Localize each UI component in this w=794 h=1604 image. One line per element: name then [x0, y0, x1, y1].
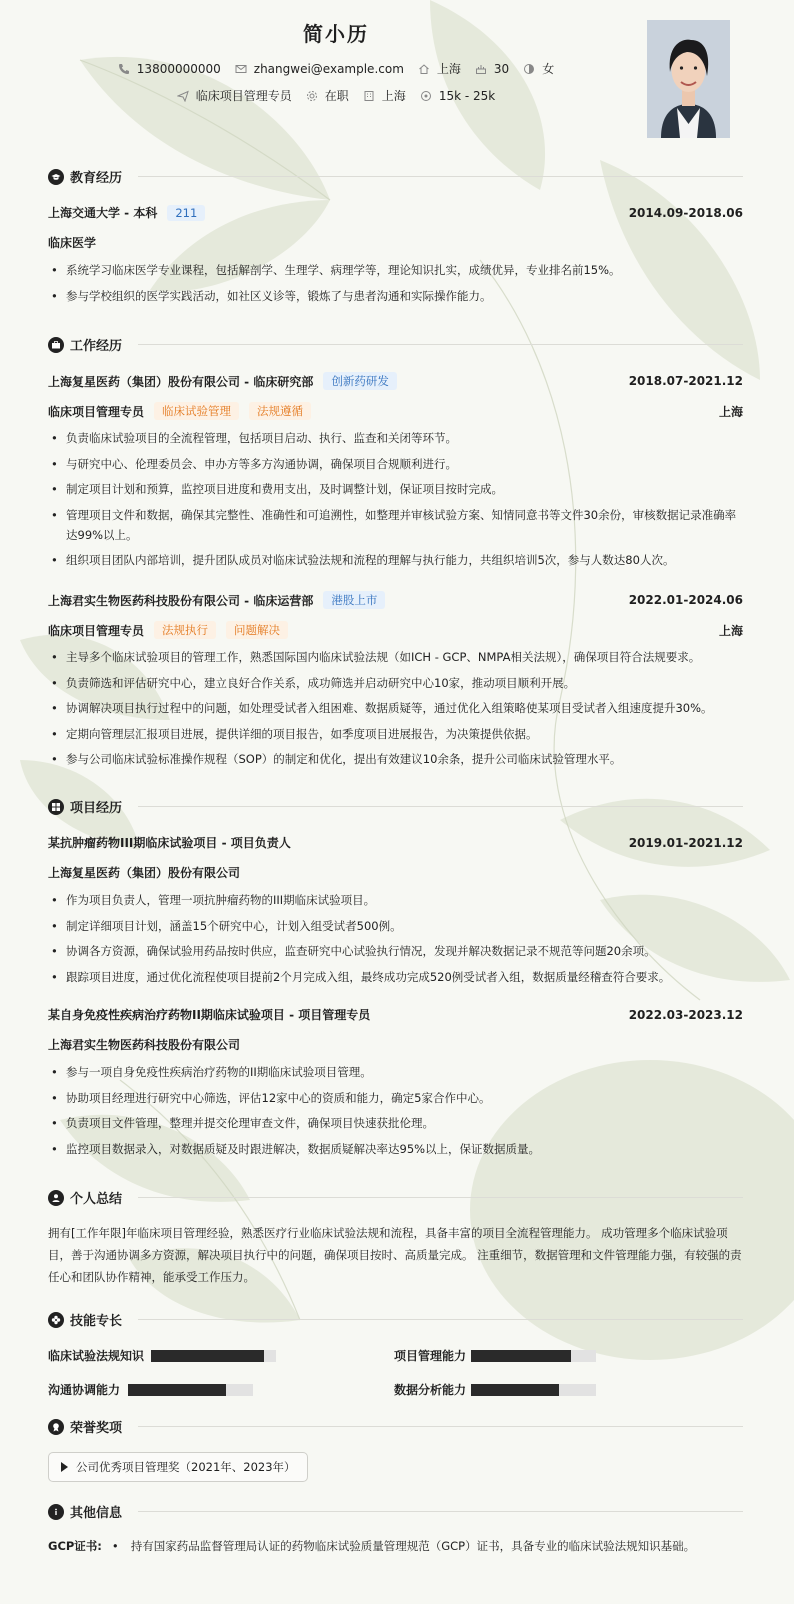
graduation-cap-icon — [48, 169, 64, 185]
project-name: 某抗肿瘤药物III期临床试验项目 - 项目负责人 — [48, 836, 291, 850]
education-bullets — [48, 260, 743, 311]
job-intent-row — [0, 87, 672, 104]
job-title-item — [177, 87, 292, 104]
position-title: 临床项目管理专员 — [48, 404, 145, 419]
city-item — [418, 60, 461, 77]
list-item: • 参与公司临床试验标准操作规程（SOP）的制定和优化，提出有效建议10余条，提升公司临床试验管理水平。 — [48, 749, 743, 769]
cake-icon — [475, 63, 487, 75]
work-entry-2-bullets — [48, 647, 743, 775]
age-text: 30 — [493, 61, 510, 76]
salary-text: 15k - 25k — [438, 88, 496, 103]
company-name: 上海复星医药（集团）股份有限公司 - 临床研究部 — [48, 374, 314, 389]
salary-item — [420, 89, 495, 103]
list-item: • 参与一项自身免疫性疾病治疗药物的II期临床试验项目管理。 — [48, 1062, 743, 1082]
summary-section-header — [48, 1188, 743, 1207]
job-title-text: 临床项目管理专员 — [195, 89, 292, 103]
project-1-bullets — [48, 890, 743, 992]
other-section-header — [48, 1502, 743, 1521]
skill-bar-fill — [471, 1350, 571, 1362]
other-info-label: GCP证书: — [48, 1539, 102, 1553]
skill-tag: 临床试验管理 — [154, 402, 239, 420]
list-item: • 系统学习临床医学专业课程，包括解剖学、生理学、病理学等，理论知识扎实，成绩优异，专业排名前15%。 — [48, 260, 743, 280]
skill-tag: 问题解决 — [226, 621, 288, 639]
target-city-item — [363, 87, 406, 104]
education-section-title: 教育经历 — [70, 171, 123, 186]
status-item — [306, 87, 349, 104]
skill-bar-fill — [471, 1384, 559, 1396]
other-info-text: 持有国家药品监督管理局认证的药物临床试验质量管理规范（GCP）证书，具备专业的临床试验法规知识基础。 — [130, 1539, 696, 1553]
work-entry-2-position — [48, 621, 743, 639]
project-1-header — [48, 834, 743, 851]
person-icon — [48, 1190, 64, 1206]
info-icon — [48, 1504, 64, 1520]
resume-name: 简小历 — [303, 22, 369, 46]
skill-tag: 法规执行 — [154, 621, 216, 639]
gender-text: 女 — [542, 62, 555, 76]
list-item: • 负责筛选和评估研究中心，建立良好合作关系，成功筛选并启动研究中心10家，推动项目顺利开展。 — [48, 673, 743, 693]
target-city-text: 上海 — [381, 89, 406, 103]
project-company: 上海复星医药（集团）股份有限公司 — [48, 866, 241, 880]
status-text: 在职 — [324, 89, 349, 103]
position-title: 临床项目管理专员 — [48, 623, 145, 638]
list-item: • 制定项目计划和预算，监控项目进度和费用支出，及时调整计划，保证项目按时完成。 — [48, 479, 743, 499]
award-item[interactable] — [48, 1452, 308, 1482]
list-item: • 与研究中心、伦理委员会、申办方等多方沟通协调，确保项目合规顺利进行。 — [48, 454, 743, 474]
expand-triangle-icon — [61, 1462, 68, 1472]
phone-item — [118, 62, 221, 76]
skill-tag: 法规遵循 — [249, 402, 311, 420]
gender-item — [523, 60, 554, 77]
skill-item — [394, 1347, 596, 1364]
section-divider — [138, 806, 743, 807]
list-item: • 管理项目文件和数据，确保其完整性、准确性和可追溯性，如整理并审核试验方案、知情同意书等文件30余份，审核数据记录准确率达99%以上。 — [48, 505, 743, 545]
company-tag: 港股上市 — [323, 591, 385, 609]
award-text: 公司优秀项目管理奖（2021年、2023年） — [76, 1460, 296, 1474]
gender-icon — [523, 63, 535, 75]
gear-icon — [306, 90, 318, 102]
skill-bar — [471, 1350, 596, 1362]
work-entry-2-header — [48, 591, 743, 609]
list-item: • 定期向管理层汇报项目进展，提供详细的项目报告，如季度项目进展报告，为决策提供依据。 — [48, 724, 743, 744]
skill-item — [48, 1381, 253, 1398]
grid-icon — [48, 799, 64, 815]
home-icon — [418, 63, 430, 75]
skill-bar — [471, 1384, 596, 1396]
list-item: • 监控项目数据录入，对数据质疑及时跟进解决，数据质疑解决率达95%以上，保证数据质量。 — [48, 1139, 743, 1159]
work-date: 2022.01-2024.06 — [628, 593, 743, 607]
skill-label: 临床试验法规知识 — [48, 1349, 145, 1363]
skill-bar-fill — [151, 1350, 264, 1362]
list-item: • 协调解决项目执行过程中的问题，如处理受试者入组困难、数据质疑等，通过优化入组策略使某项目受试者入组速度提升30%。 — [48, 698, 743, 718]
work-date: 2018.07-2021.12 — [628, 374, 743, 388]
awards-section-title: 荣誉奖项 — [70, 1421, 123, 1436]
skill-bar — [151, 1350, 276, 1362]
education-entry-header — [48, 204, 743, 221]
skill-bar — [128, 1384, 253, 1396]
skill-item — [48, 1347, 276, 1364]
school-tag: 211 — [167, 205, 205, 221]
other-info-row — [48, 1538, 695, 1554]
awards-section-header — [48, 1417, 743, 1436]
section-divider — [138, 1426, 743, 1427]
building-icon — [363, 90, 375, 102]
summary-text: 拥有[工作年限]年临床项目管理经验，熟悉医疗行业临床试验法规和流程，具备丰富的项目全流程管理能力。 成功管理多个临床试验项目，善于沟通协调多方资源，解决项目执行中的问题，确保项目按时、高质量完成。 注重细节，数据管理和文件管理能力强，有较强的责任心和团队协作精神，能承受工作压力。 — [48, 1226, 742, 1284]
project-2-header — [48, 1006, 743, 1023]
send-icon — [177, 90, 189, 102]
list-item: • 作为项目负责人，管理一项抗肿瘤药物的III期临床试验项目。 — [48, 890, 743, 910]
list-item: • 协调各方资源，确保试验用药品按时供应，监查研究中心试验执行情况，发现并解决数据记录不规范等问题20余项。 — [48, 941, 743, 961]
city-text: 上海 — [436, 62, 461, 76]
summary-section-title: 个人总结 — [70, 1192, 123, 1207]
list-item: • 主导多个临床试验项目的管理工作，熟悉国际国内临床试验法规（如ICH - GCP、NMPA相关法规），确保项目符合法规要求。 — [48, 647, 743, 667]
projects-section-header — [48, 797, 743, 816]
skill-bar-fill — [128, 1384, 226, 1396]
list-item: • 组织项目团队内部培训，提升团队成员对临床试验法规和流程的理解与执行能力，共组织培训5次，参与人数达80人次。 — [48, 550, 743, 570]
phone-text: 13800000000 — [136, 61, 221, 76]
section-divider — [138, 1197, 743, 1198]
work-section-title: 工作经历 — [70, 339, 123, 354]
section-divider — [138, 1511, 743, 1512]
phone-icon — [118, 63, 130, 75]
skill-label: 数据分析能力 — [394, 1383, 467, 1397]
list-item: • 制定详细项目计划，涵盖15个研究中心，计划入组受试者500例。 — [48, 916, 743, 936]
projects-section-title: 项目经历 — [70, 801, 123, 816]
section-divider — [138, 1319, 743, 1320]
email-item — [235, 62, 404, 76]
list-item: • 负责项目文件管理，整理并提交伦理审查文件，确保项目快速获批伦理。 — [48, 1113, 743, 1133]
skills-section-title: 技能专长 — [70, 1314, 123, 1329]
age-item — [475, 62, 509, 76]
coin-icon — [420, 90, 432, 102]
education-date: 2014.09-2018.06 — [628, 205, 743, 220]
education-major: 临床医学 — [48, 236, 97, 250]
education-section-header — [48, 167, 743, 186]
list-item: • 跟踪项目进度，通过优化流程使项目提前2个月完成入组，最终成功完成520例受试者入组，数据质量经稽查符合要求。 — [48, 967, 743, 987]
other-section-title: 其他信息 — [70, 1506, 123, 1521]
profile-photo — [647, 20, 730, 138]
work-entry-1-header — [48, 372, 743, 390]
list-item: • 负责临床试验项目的全流程管理，包括项目启动、执行、监查和关闭等环节。 — [48, 428, 743, 448]
skills-section-header — [48, 1310, 743, 1329]
work-entry-1-bullets — [48, 428, 743, 576]
contact-row — [0, 60, 672, 77]
section-divider — [138, 176, 743, 177]
project-2-bullets — [48, 1062, 743, 1164]
email-icon — [235, 63, 247, 75]
school-name: 上海交通大学 - 本科 — [48, 206, 158, 220]
work-location: 上海 — [718, 404, 743, 419]
briefcase-icon — [48, 337, 64, 353]
skill-item — [394, 1381, 596, 1398]
skill-label: 沟通协调能力 — [48, 1383, 121, 1397]
project-name: 某自身免疫性疾病治疗药物II期临床试验项目 - 项目管理专员 — [48, 1008, 371, 1022]
company-name: 上海君实生物医药科技股份有限公司 - 临床运营部 — [48, 593, 314, 608]
company-tag: 创新药研发 — [323, 372, 397, 390]
section-divider — [138, 344, 743, 345]
work-entry-1-position — [48, 402, 743, 420]
email-text: zhangwei@example.com — [253, 61, 404, 76]
skill-label: 项目管理能力 — [394, 1349, 467, 1363]
award-icon — [48, 1419, 64, 1435]
list-item: • 协助项目经理进行研究中心筛选，评估12家中心的资质和能力，确定5家合作中心。 — [48, 1088, 743, 1108]
project-date: 2019.01-2021.12 — [628, 835, 743, 850]
avatar-portrait — [647, 20, 730, 138]
other-info-bullet: • — [111, 1539, 119, 1553]
project-date: 2022.03-2023.12 — [628, 1007, 743, 1022]
work-section-header — [48, 335, 743, 354]
project-company: 上海君实生物医药科技股份有限公司 — [48, 1038, 241, 1052]
work-location: 上海 — [718, 623, 743, 638]
list-item: • 参与学校组织的医学实践活动，如社区义诊等，锻炼了与患者沟通和实际操作能力。 — [48, 286, 743, 306]
flower-icon — [48, 1312, 64, 1328]
